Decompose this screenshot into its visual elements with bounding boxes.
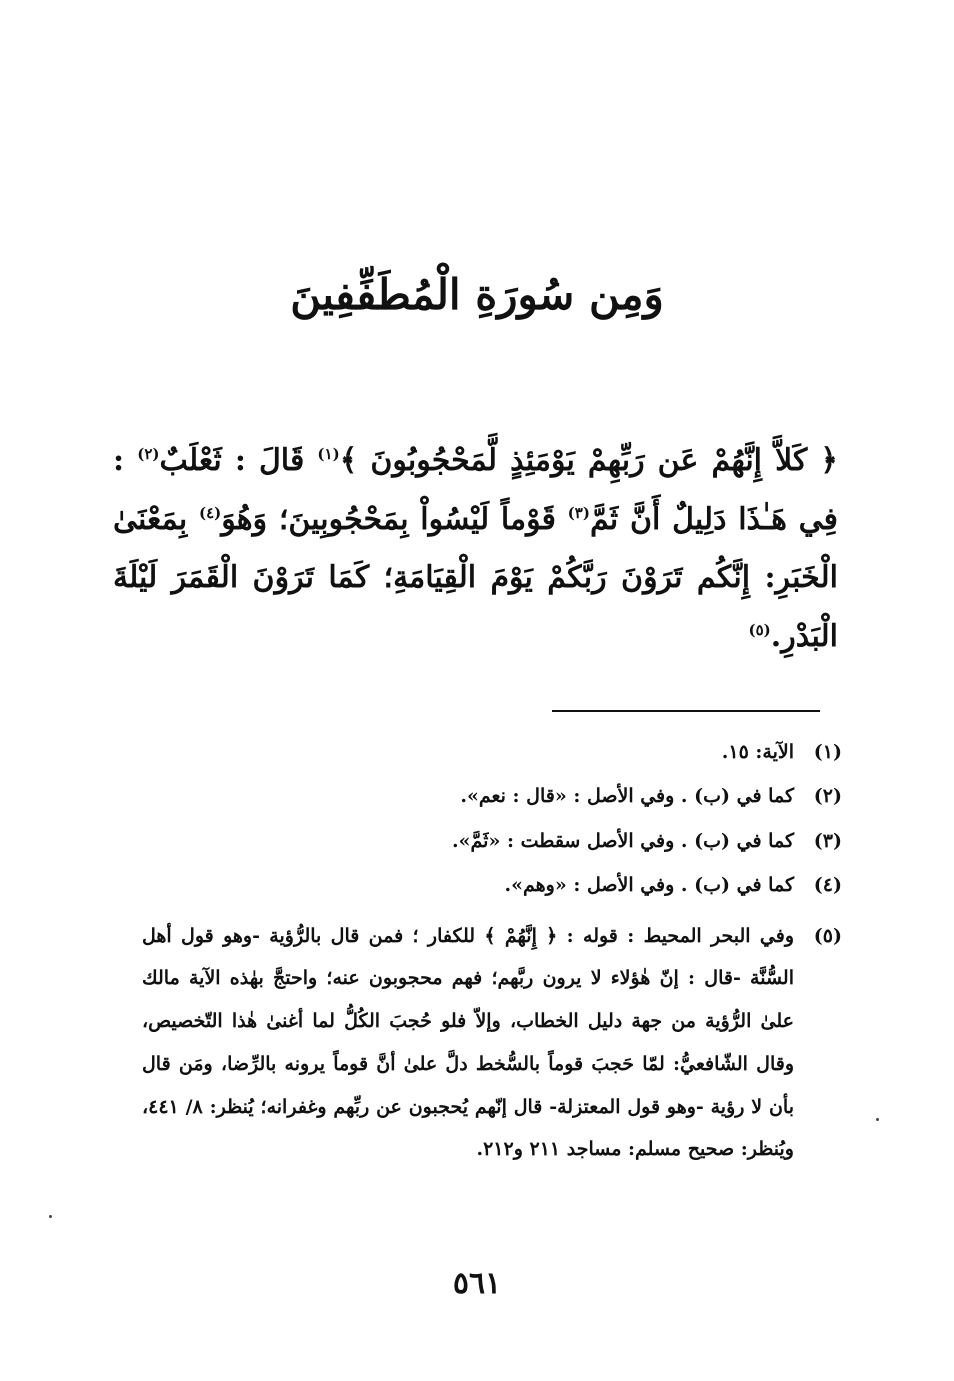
commentary-text-c: قَوْماً لَيْسُواْ بِمَحْجُوبِينَ؛ وَهُوَ: [221, 501, 568, 537]
commentary-text-b: : فِي هَـٰذَا دَلِيلٌ أَنَّ ثَمَّ: [113, 443, 838, 537]
footnote-item: [142, 870, 842, 900]
footnote-item: [142, 781, 842, 811]
main-commentary: [113, 432, 838, 666]
footnote-text: كما في (ب) . وفي الأصل : «وهم».: [504, 874, 794, 897]
footnote-ref-4: (٤): [199, 503, 222, 522]
footnote-text: الآية: ١٥.: [721, 741, 794, 763]
footnote-divider: [552, 710, 820, 712]
scan-speck: [49, 1215, 52, 1218]
footnote-number: (٥): [813, 924, 842, 947]
footnote-item: [142, 915, 842, 1172]
footnotes-list: [142, 737, 842, 1185]
footnote-item: [142, 737, 842, 767]
footnote-ref-1: (١): [317, 445, 340, 463]
footnote-number: (٣): [813, 829, 842, 852]
footnote-text: كما في (ب) . وفي الأصل سقطت : «ثَمَّ».: [452, 829, 794, 852]
footnote-number: (٤): [813, 874, 842, 897]
quran-verse: ﴿ كَلاَّ إِنَّهُمْ عَن رَبِّهِمْ يَوْمَئِذٍ لَّمَحْجُوبُونَ ﴾: [339, 443, 838, 478]
page-number: ٥٦١: [452, 1266, 502, 1301]
scan-speck: [876, 1118, 879, 1121]
footnote-ref-3: (٣): [567, 503, 590, 522]
commentary-text-a: قَالَ : ثَعْلَبٌ: [159, 443, 318, 478]
footnote-number: (١): [813, 741, 842, 763]
footnote-ref-2: (٢): [137, 445, 160, 463]
footnote-text: كما في (ب) . وفي الأصل : «قال : نعم».: [460, 785, 794, 808]
footnote-item: [142, 826, 842, 856]
footnote-number: (٢): [813, 785, 842, 808]
footnote-ref-5: (٥): [748, 620, 771, 639]
footnote-text: وفي البحر المحيط : قوله : ﴿ إِنَّهُمْ ﴾ للكفار ؛ فمن قال بالرُّؤية -وهو قول أهل السُّنَّة -قال : إنّ هٰؤلاء لا يرون ربَّهم؛ فهم محجوبون عنه؛ واحتجَّ بهٰذه الآية مالك علىٰ الرُّؤية من جهة دليل الخطاب، وإلاّ فلو حُجبَ الكُلُّ لما أغنىٰ هٰذا التّخصيص، وقال الشّافعيُّ: لمّا حَجبَ قوماً بالسُّخط دلَّ علىٰ أنَّ قوماً يرونه بالرِّضا، ومَن قال بأن لا رؤية -وهو قول المعتزلة- قال إنّهم يُحجبون عن ربِّهم وغفرانه؛ يُنظر: ٨/ ٤٤١، ويُنظر: صحيح مسلم: مساجد ٢١١ و٢١٢.: [142, 924, 794, 1161]
chapter-title: وَمِن سُورَةِ الْمُطَفِّفِينَ: [290, 270, 664, 319]
commentary-text-d: بِمَعْنَىٰ الْخَبَرِ: إِنَّكُم تَرَوْنَ رَبَّكُمْ يَوْمَ الْقِيَامَةِ؛ كَمَا تَرَوْنَ الْقَمَرَ لَيْلَةَ الْبَدْرِ.: [113, 501, 838, 654]
